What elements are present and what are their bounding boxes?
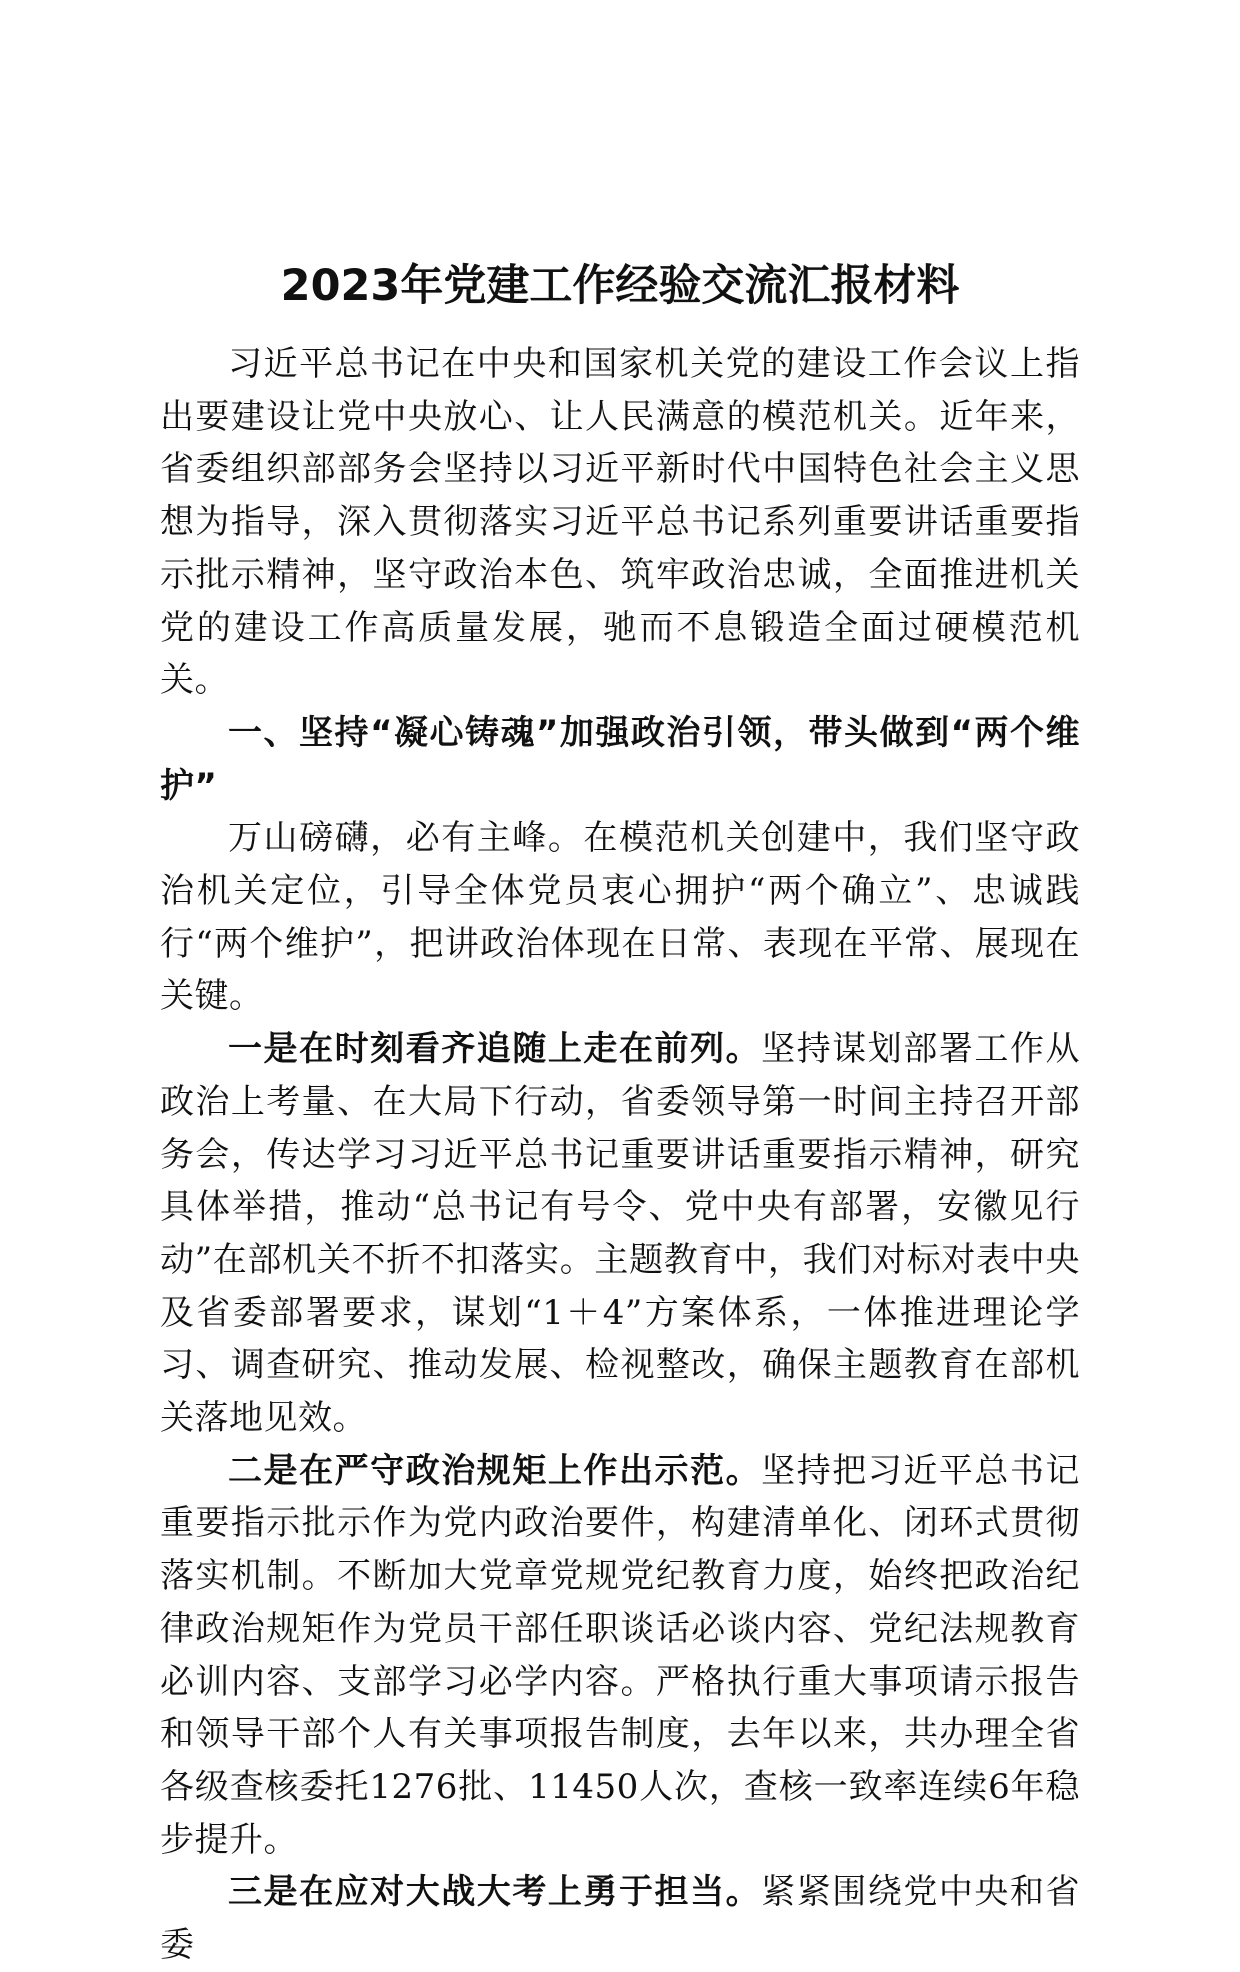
section-heading: 一、坚持“凝心铸魂”加强政治引领，带头做到“两个维护”: [160, 712, 1080, 806]
point-text-2: 坚持把习近平总书记重要指示批示作为党内政治要件，构建清单化、闭环式贯彻落实机制。不断加大党章党规党纪教育力度，始终把政治纪律政治规矩作为党员干部任职谈话必谈内容、党纪法规教育必训内容、支部学习必学内容。严格执行重大事项请示报告和领导干部个人有关事项报告制度，去年以来，共办理全省各级查核委托1276批、11450人次，查核一致率连续6年稳步提升。: [160, 1450, 1081, 1860]
document-title: 2023年党建工作经验交流汇报材料: [280, 261, 960, 311]
point-lead-2: 二是在严守政治规矩上作出示范。: [228, 1450, 762, 1491]
point-lead-3: 三是在应对大战大考上勇于担当。: [228, 1872, 762, 1913]
point-lead-1: 一是在时刻看齐追随上走在前列。: [228, 1029, 762, 1070]
intro-paragraph: 习近平总书记在中央和国家机关党的建设工作会议上指出要建设让党中央放心、让人民满意的模范机关。近年来，省委组织部部务会坚持以习近平新时代中国特色社会主义思想为指导，深入贯彻落实习近平总书记系列重要讲话重要指示批示精神，坚守政治本色、筑牢政治忠诚，全面推进机关党的建设工作高质量发展，驰而不息锻造全面过硬模范机关。: [160, 344, 1080, 701]
point-paragraph-1: [160, 1023, 1080, 1445]
point-paragraph-3: [160, 1866, 1080, 1971]
point-paragraph-2: [160, 1445, 1080, 1867]
document-body: [160, 338, 1080, 1972]
point-text-1: 坚持谋划部署工作从政治上考量、在大局下行动，省委领导第一时间主持召开部务会，传达学习习近平总书记重要讲话重要指示精神，研究具体举措，推动“总书记有号令、党中央有部署，安徽见行动”在部机关不折不扣落实。主题教育中，我们对标对表中央及省委部署要求，谋划“1＋4”方案体系，一体推进理论学习、调查研究、推动发展、检视整改，确保主题教育在部机关落地见效。: [160, 1029, 1081, 1439]
point-text-3: 紧紧围绕党中央和省委: [160, 1872, 1081, 1966]
section-summary-paragraph: 万山磅礴，必有主峰。在模范机关创建中，我们坚守政治机关定位，引导全体党员衷心拥护“两个确立”、忠诚践行“两个维护”，把讲政治体现在日常、表现在平常、展现在关键。: [160, 818, 1080, 1017]
